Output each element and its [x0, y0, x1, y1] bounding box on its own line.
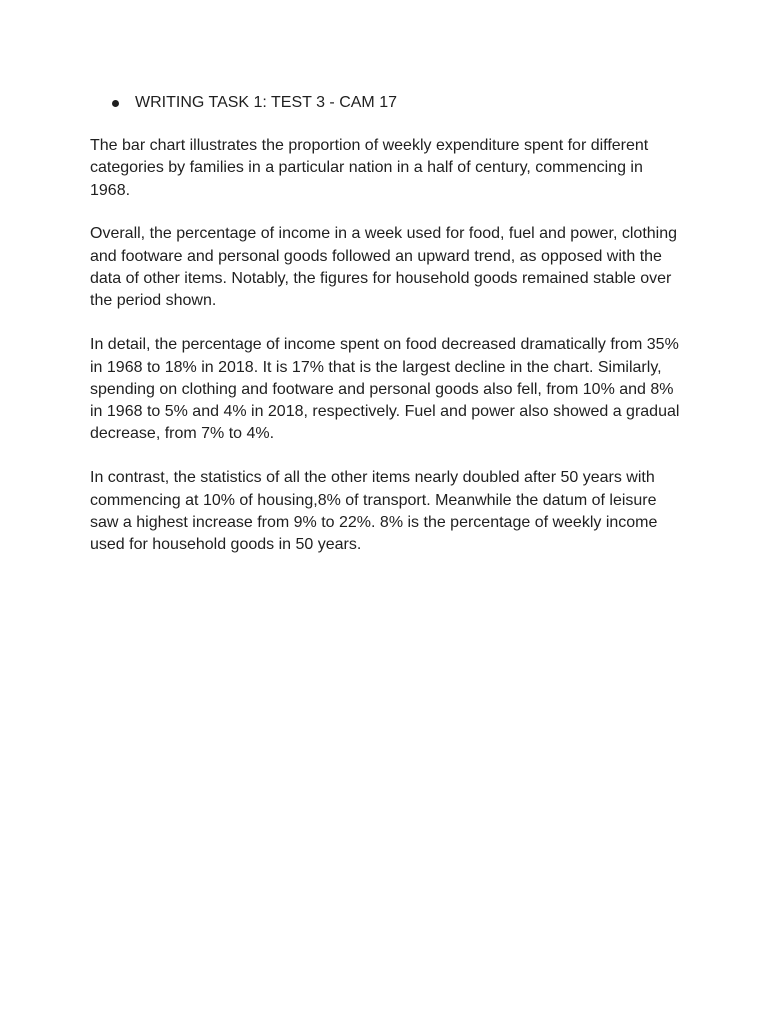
document-page [90, 91, 680, 578]
task-heading [112, 91, 680, 115]
paragraph-detail: In detail, the percentage of income spent on food decreased dramatically from 35% in 1968 to 18% in 2018. It is 17% that is the largest decline in the chart. Similarly, spending on clothing and footware and personal goods also fell, from 10% and 8% in 1968 to 5% and 4% in 2018, respectively. Fuel and power also showed a gradual decrease, from 7% to 4%. [90, 336, 680, 443]
paragraph-contrast: In contrast, the statistics of all the other items nearly doubled after 50 years with commencing at 10% of housing,8% of transport. Meanwhile the datum of leisure saw a highest increase from 9% to 22%. 8% is the percentage of weekly income used for household goods in 50 years. [90, 469, 658, 554]
heading-text: WRITING TASK 1: TEST 3 - CAM 17 [135, 94, 397, 111]
paragraph-intro: The bar chart illustrates the proportion of weekly expenditure spent for different categories by families in a particular nation in a half of century, commencing in 1968. [90, 137, 649, 199]
bullet-icon [112, 100, 119, 107]
paragraph-overview: Overall, the percentage of income in a week used for food, fuel and power, clothing and footware and personal goods followed an upward trend, as opposed with the data of other items. Notably, the figures for household goods remained stable over the period shown. [90, 225, 678, 310]
